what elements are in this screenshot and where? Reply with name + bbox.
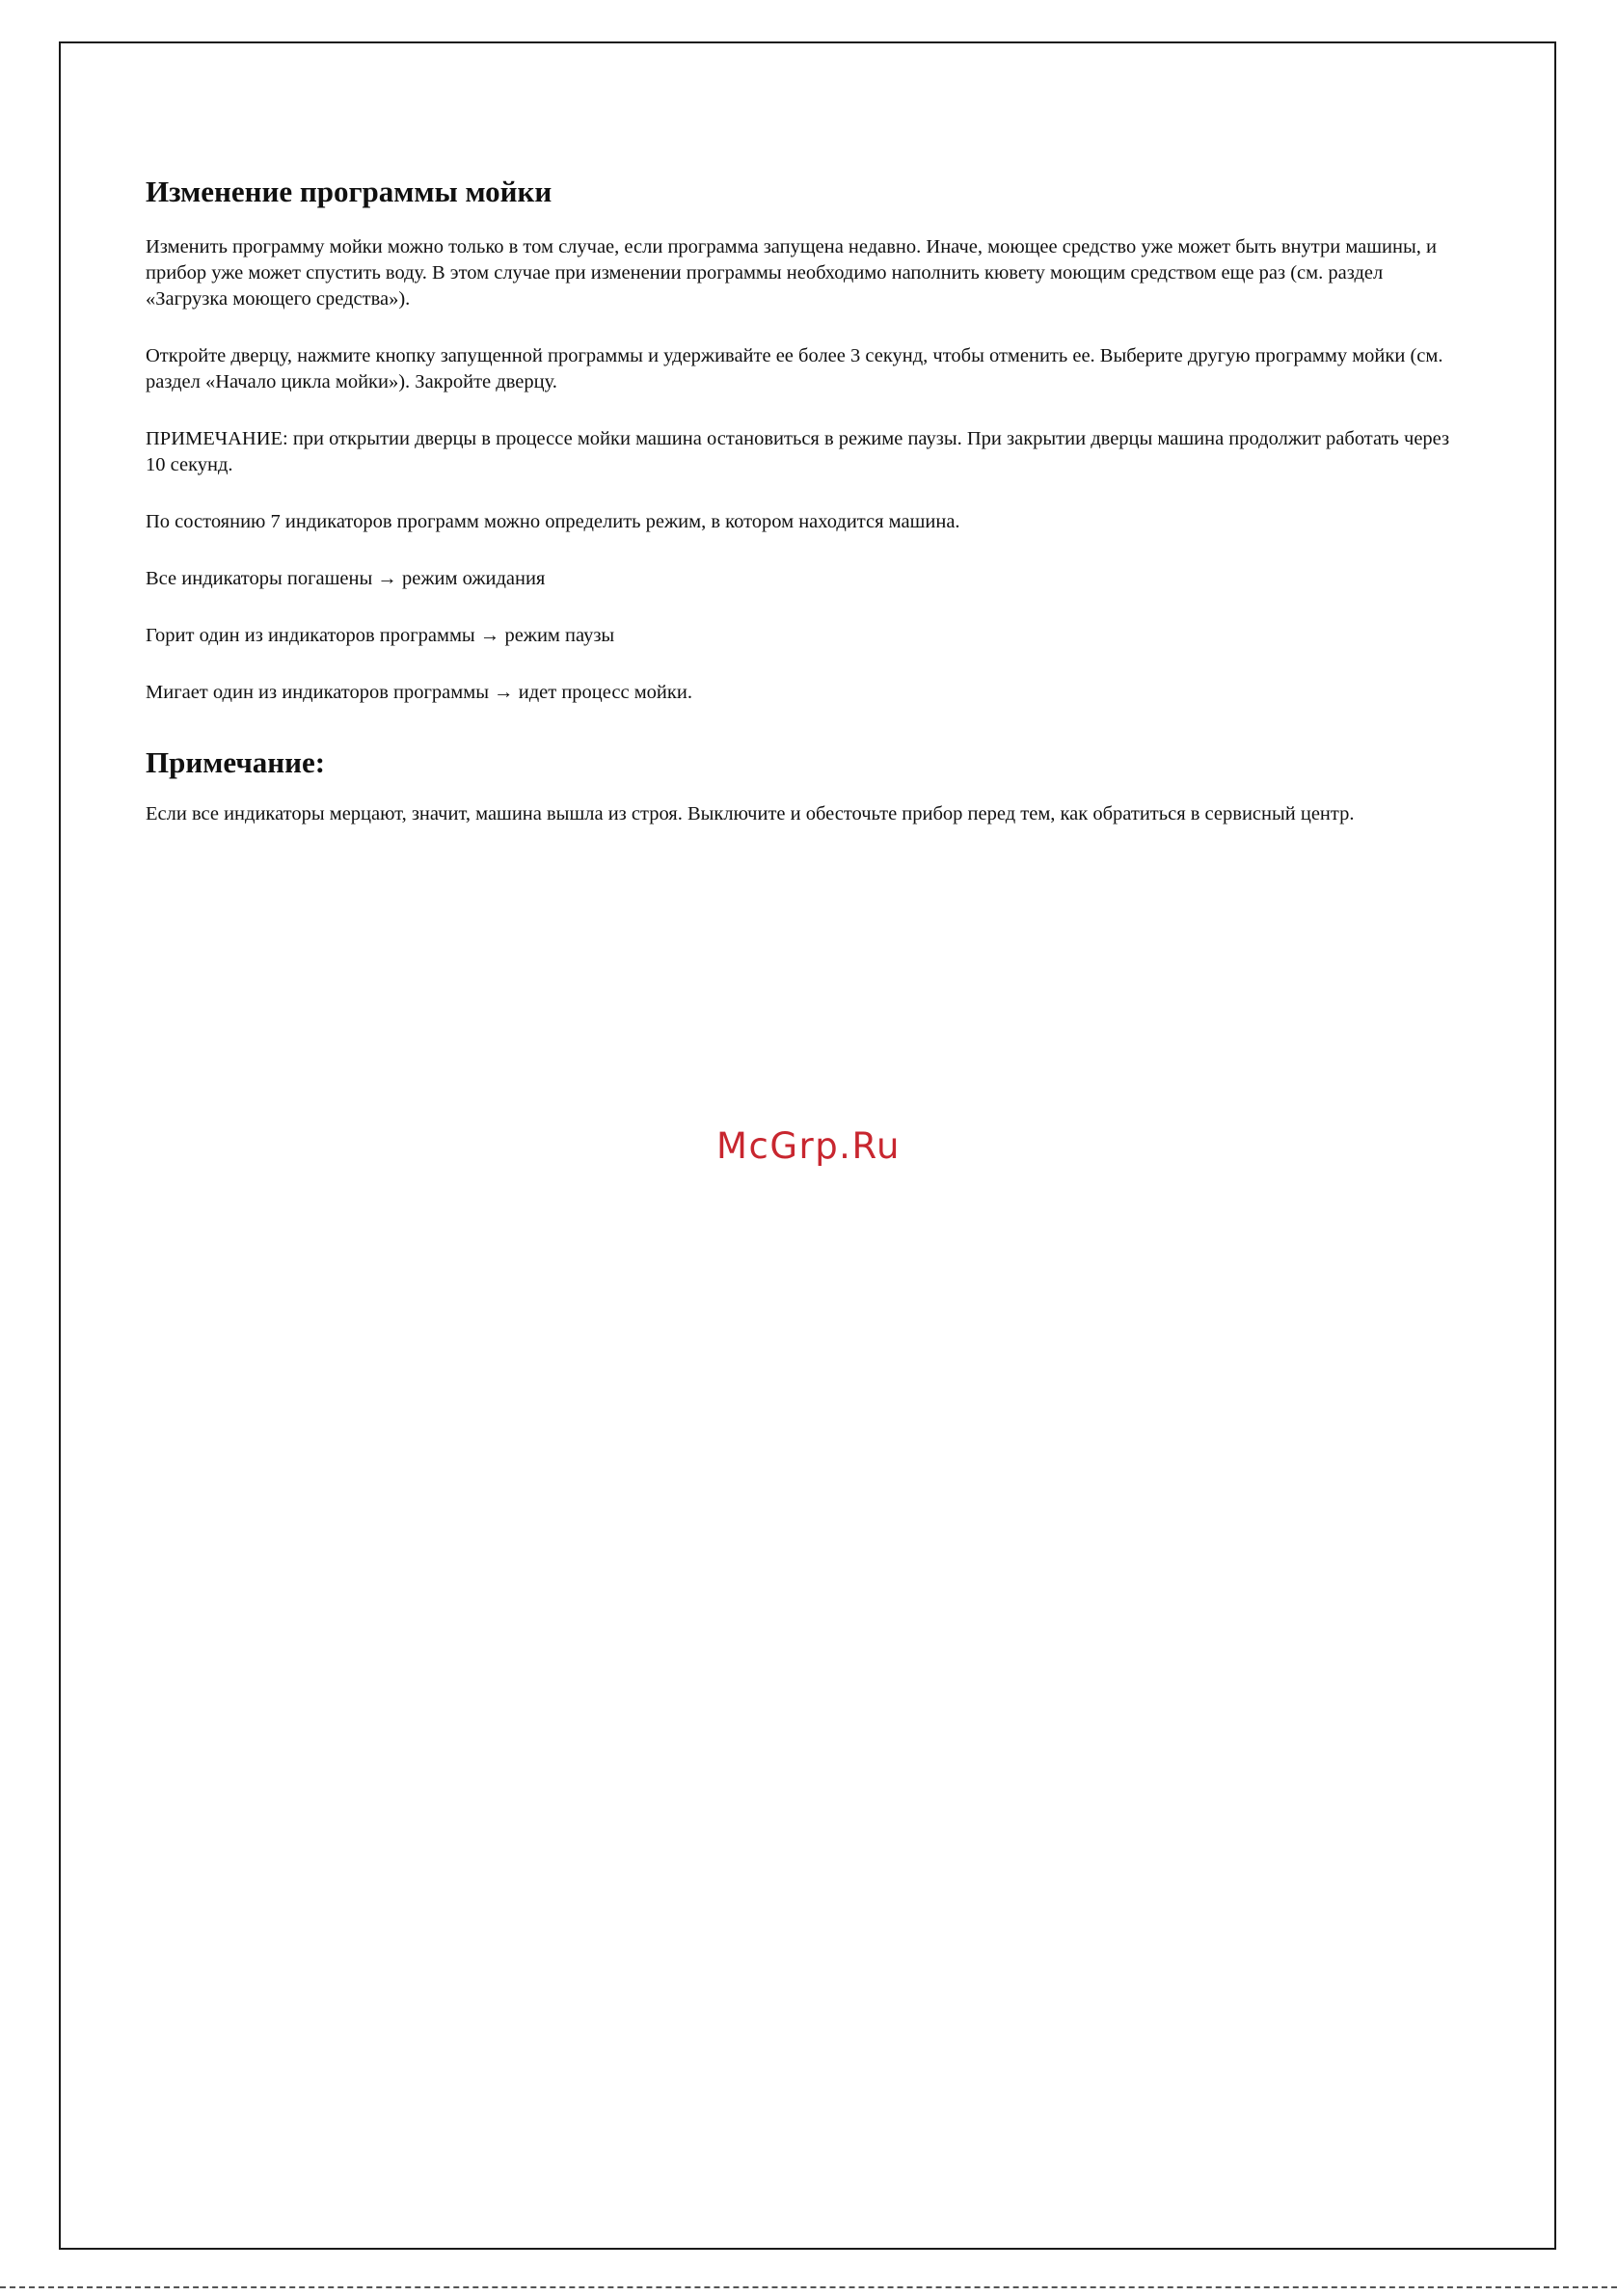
note-text: Если все индикаторы мерцают, значит, машина вышла из строя. Выключите и обесточьте прибор перед тем, как обратиться в сервисный центр.: [146, 803, 1355, 825]
watermark-logo: McGrp.Ru: [716, 1125, 901, 1167]
indicator-state-washing: Мигает один из индикаторов программы → идет процесс мойки.: [146, 682, 692, 704]
paragraph-door-note: ПРИМЕЧАНИЕ: при открытии дверцы в процессе мойки машина остановиться в режиме паузы. При закрытии дверцы машина продолжит работать через 10 секунд.: [146, 428, 1450, 476]
paragraph-instructions: Откройте дверцу, нажмите кнопку запущенной программы и удерживайте ее более 3 секунд, чтобы отменить ее. Выберите другую программу мойки (см. раздел «Начало цикла мойки»). Закройте дверцу.: [146, 345, 1443, 393]
note-title: Примечание:: [146, 745, 326, 780]
section-title: Изменение программы мойки: [146, 175, 552, 208]
document-body: [146, 174, 1457, 827]
paragraph-indicators: По состоянию 7 индикаторов программ можно определить режим, в котором находится машина.: [146, 511, 960, 533]
indicator-state-pause: Горит один из индикаторов программы → режим паузы: [146, 625, 615, 647]
bottom-divider: [0, 2286, 1617, 2288]
paragraph-intro: Изменить программу мойки можно только в том случае, если программа запущена недавно. Иначе, моющее средство уже может быть внутри машины, и прибор уже может спустить воду. В этом случае при изменении программы необходимо наполнить кювету моющим средством еще раз (см. раздел «Загрузка моющего средства»).: [146, 236, 1437, 311]
indicator-state-standby: Все индикаторы погашены → режим ожидания: [146, 568, 546, 590]
